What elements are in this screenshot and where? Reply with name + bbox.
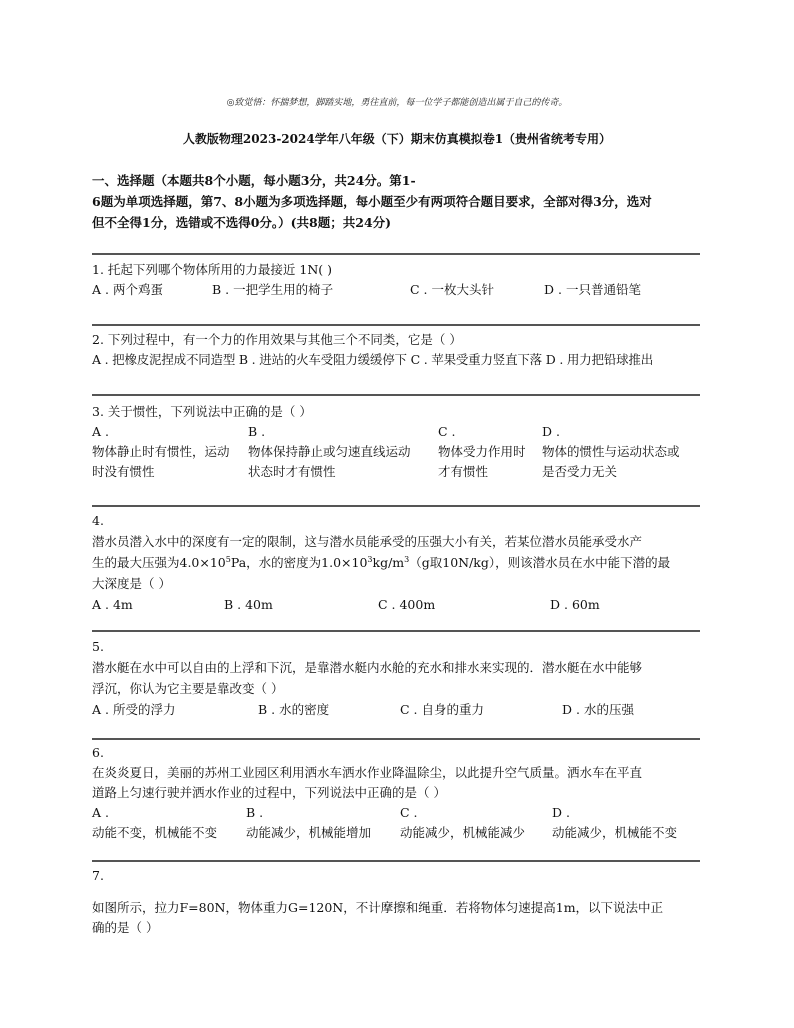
question-4 [92,510,704,614]
option-letter: A . [92,424,109,439]
option-text: 物体受力作用时 [438,444,526,459]
option-c[interactable]: C . 自身的重力 [400,702,484,717]
option-letter: B . [248,424,266,439]
option-letter: C . [438,424,456,439]
option-text: 动能不变，机械能不变 [92,825,218,840]
question-stem: 潜水艇在水中可以自由的上浮和下沉，是靠潜水艇内水舱的充水和排水来实现的．潜水艇在水中能够 [92,660,643,675]
divider [92,324,700,326]
option-a[interactable]: A . 4m [92,597,133,612]
option-d[interactable]: D . 60m [550,597,600,612]
question-stem: 2. 下列过程中，有一个力的作用效果与其他三个不同类，它是（ ） [92,332,462,347]
question-5 [92,636,704,719]
option-letter: C . [400,805,418,820]
question-stem: 在炎炎夏日，美丽的苏州工业园区利用洒水车洒水作业降温除尘，以此提升空气质量。洒水车在平直 [92,765,643,780]
option-d[interactable] [542,422,680,482]
question-stem: 确的是（ ） [92,920,159,935]
option-a[interactable]: A . 两个鸡蛋 [92,282,163,297]
divider [92,394,700,396]
option-letter: A . [92,805,109,820]
option-d[interactable] [552,803,677,843]
option-text: 动能减少，机械能减少 [400,825,526,840]
option-text: 物体静止时有惯性，运动 [92,444,230,459]
option-a[interactable] [92,422,230,482]
question-stem: 潜水员潜入水中的深度有一定的限制，这与潜水员能承受的压强大小有关，若某位潜水员能承受水产 [92,534,643,549]
option-b[interactable] [246,803,371,843]
option-c[interactable] [438,422,526,482]
option-b[interactable]: B . 40m [224,597,273,612]
question-number: 5. [92,639,104,654]
divider [92,630,700,632]
question-2 [92,330,704,370]
option-text: 才有惯性 [438,464,489,479]
question-3 [92,402,704,482]
question-number: 7. [92,868,104,883]
option-letter: B . [246,805,264,820]
option-text: 时没有惯性 [92,464,155,479]
option-text: 动能减少，机械能不变 [552,825,678,840]
option-d[interactable]: D . 一只普通铅笔 [544,282,641,297]
question-stem: 大深度是（ ） [92,576,171,591]
question-number: 6. [92,745,104,760]
divider [92,738,700,740]
option-text: 动能减少，机械能增加 [246,825,372,840]
option-text: 是否受力无关 [542,464,618,479]
question-stem: 如图所示，拉力F=80N，物体重力G=120N，不计摩擦和绳重．若将物体匀速提高1m，以下说法中正 [92,900,664,915]
option-letter: D . [552,805,570,820]
question-stem: 3. 关于惯性，下列说法中正确的是（ ） [92,404,312,419]
page-title: 人教版物理2023-2024学年八年级（下）期末仿真模拟卷1（贵州省统考专用） [182,132,612,146]
option-text: 物体的惯性与运动状态或 [542,444,680,459]
question-1 [92,260,704,300]
divider [92,860,700,862]
question-6 [92,743,704,843]
option-b[interactable] [248,422,411,482]
section-header [92,170,704,233]
divider [92,253,700,255]
option-d[interactable]: D . 水的压强 [562,702,634,717]
options-line[interactable]: A . 把橡皮泥捏成不同造型 B . 进站的火车受阻力缓缓停下 C . 苹果受重力竖直下落 D . 用力把铅球推出 [92,352,654,367]
question-number: 4. [92,513,104,528]
divider [92,505,700,507]
question-stem: 生的最大压强为$4.0\times 10^5Pa$，水的密度为$1.0\times 10^3kg/m^3(g$取10N/kg），则该潜水员在水中能下潜的最 [92,554,671,570]
option-a[interactable]: A . 所受的浮力 [92,702,176,717]
option-b[interactable]: B . 水的密度 [258,702,330,717]
option-c[interactable]: C . 一枚大头针 [410,282,494,297]
option-c[interactable]: C . 400m [378,597,436,612]
section-line-1: 一、选择题（本题共8个小题，每小题3分，共24分。第1- [92,173,416,188]
motto: ◎致觉悟：怀揣梦想，脚踏实地，勇往直前，每一位学子都能创造出属于自己的传奇。 [226,98,568,108]
option-b[interactable]: B . 一把学生用的椅子 [212,282,334,297]
option-letter: D . [542,424,560,439]
question-stem: 1. 托起下列哪个物体所用的力最接近 1N( ) [92,262,332,277]
section-line-3: 但不全得1分，选错或不选得0分。）(共8题；共24分) [92,215,392,230]
option-a[interactable] [92,803,217,843]
question-7 [92,866,704,938]
question-stem: 浮沉，你认为它主要是靠改变（ ） [92,681,284,696]
section-line-2: 6题为单项选择题，第7、8小题为多项选择题，每小题至少有两项符合题目要求，全部对得3分，选对 [92,194,652,209]
option-text: 状态时才有惯性 [248,464,336,479]
option-c[interactable] [400,803,525,843]
question-stem: 道路上匀速行驶并洒水作业的过程中，下列说法中正确的是（ ） [92,785,446,800]
option-text: 物体保持静止或匀速直线运动 [248,444,411,459]
